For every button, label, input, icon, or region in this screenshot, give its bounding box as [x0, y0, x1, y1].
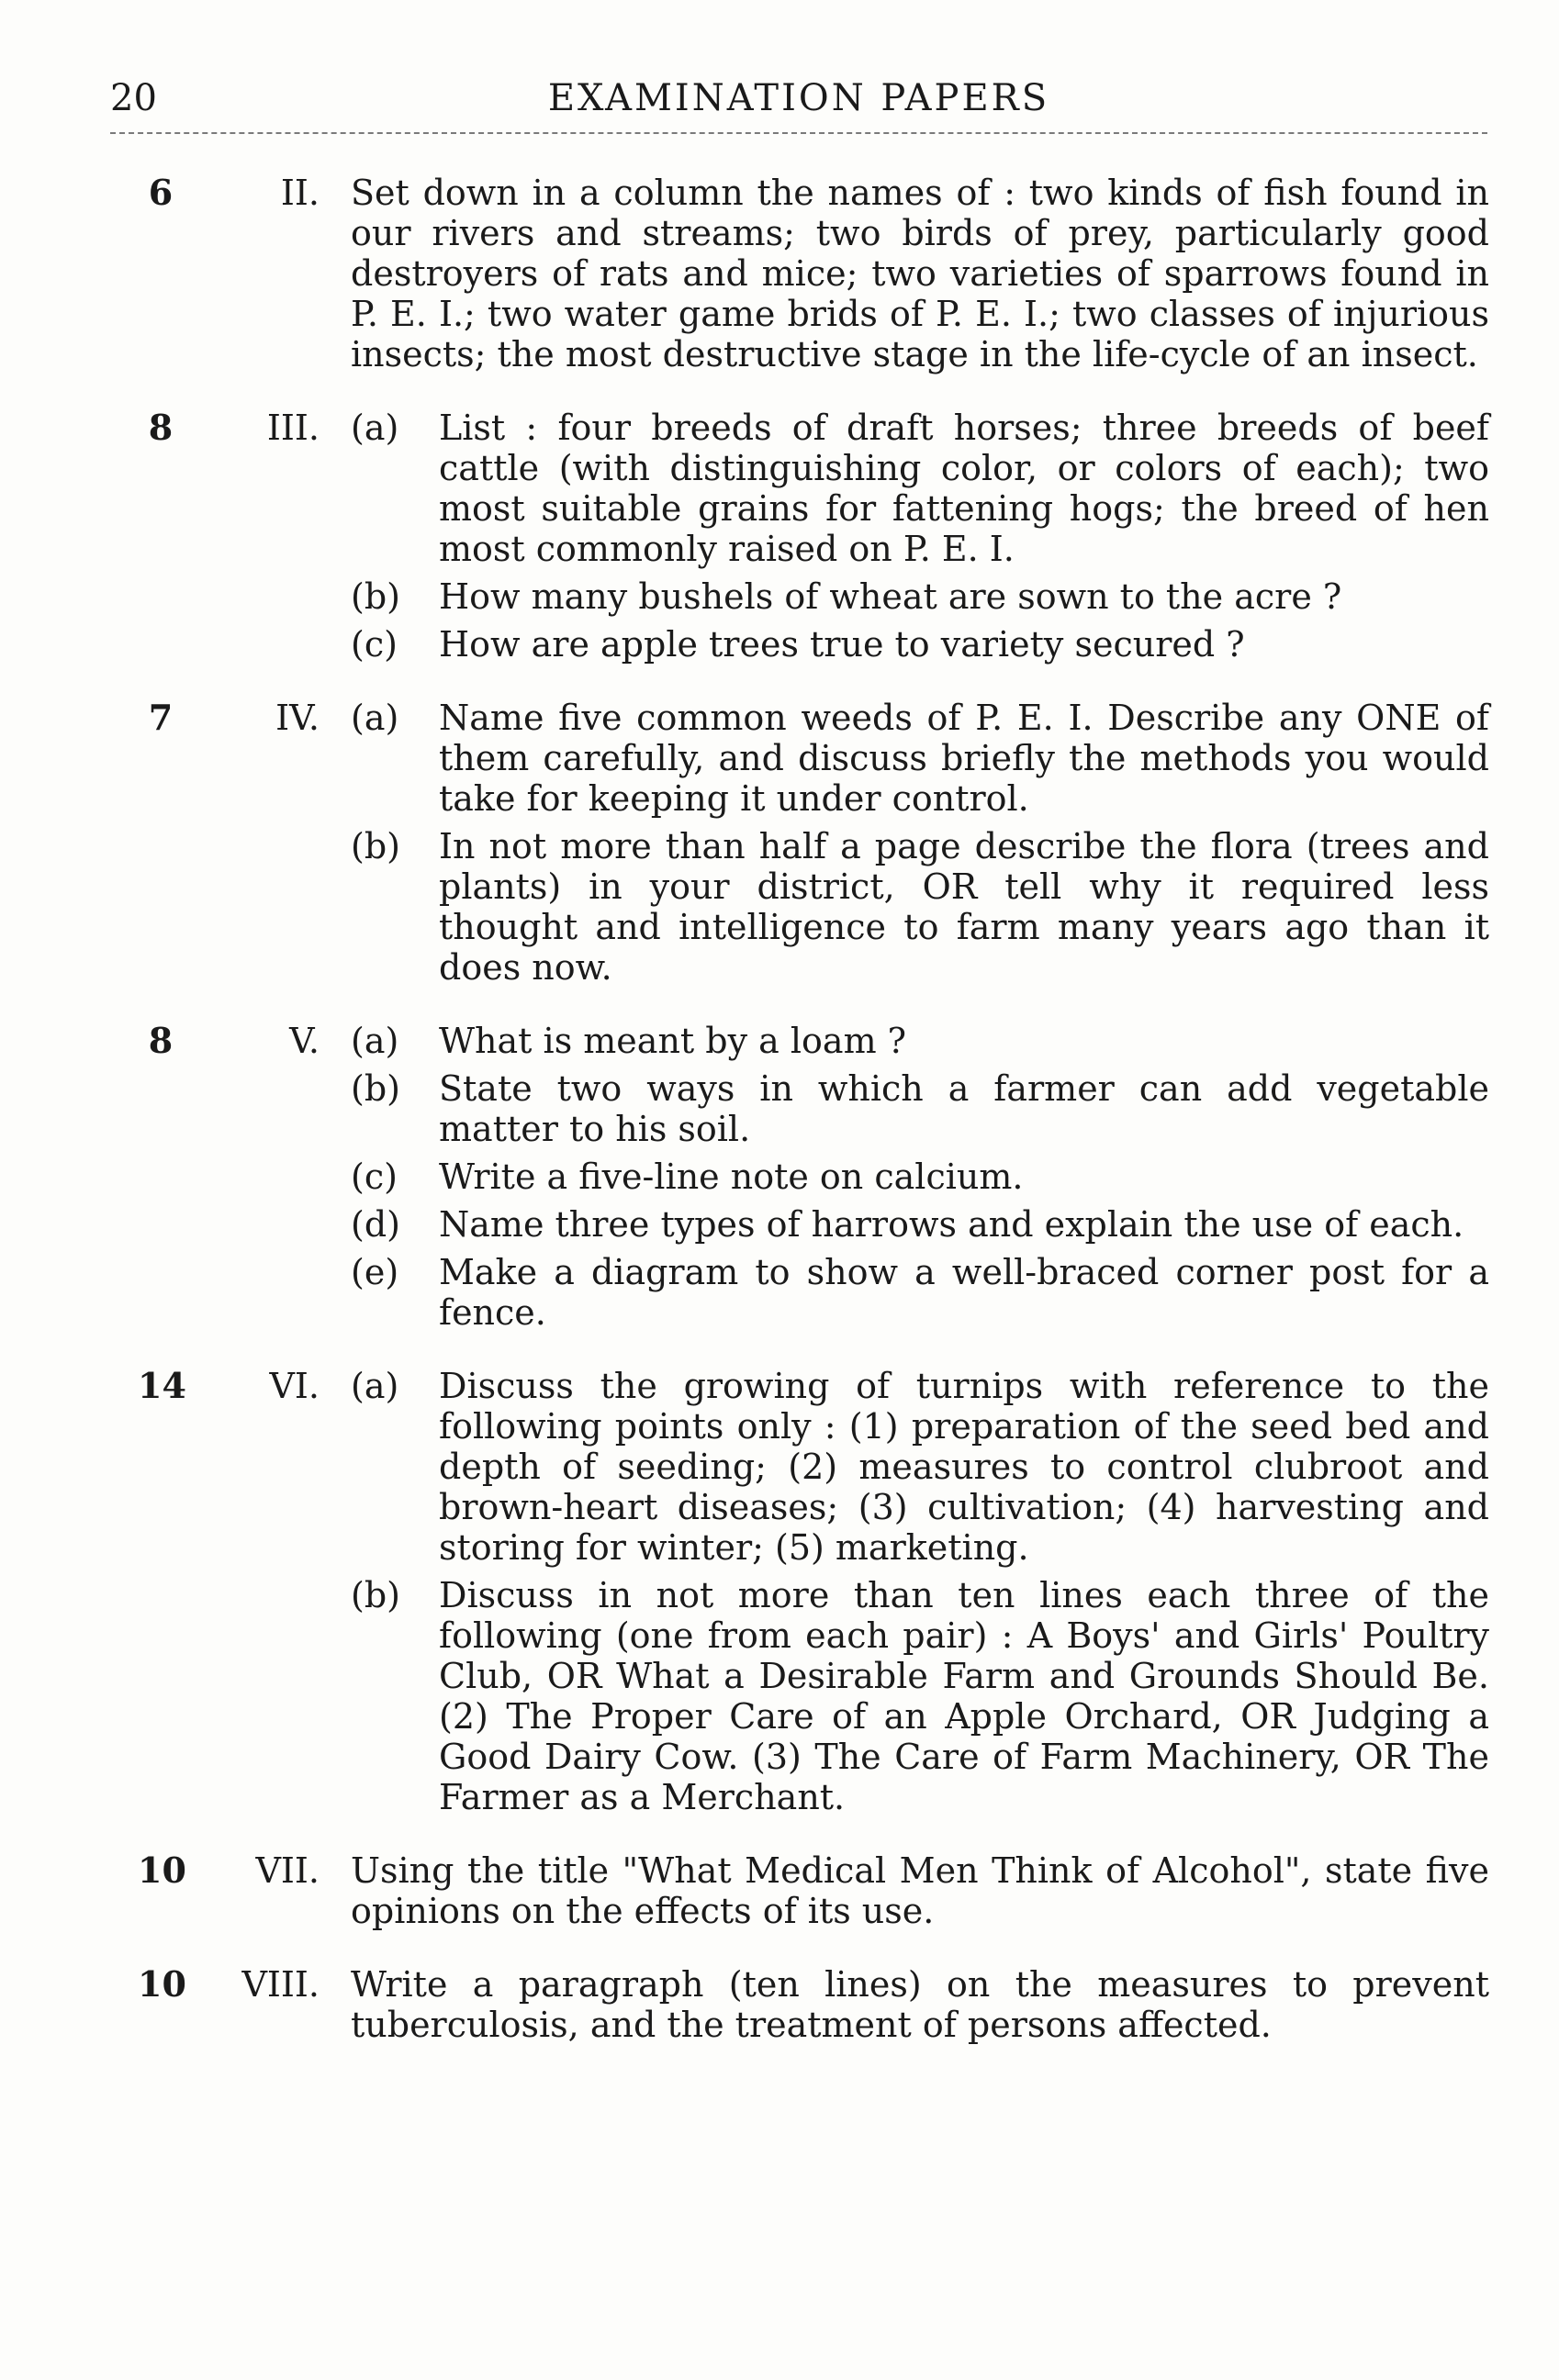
- question-v: [0, 1021, 1559, 1333]
- question-part: [351, 698, 1489, 819]
- question-part: [351, 576, 1489, 617]
- part-label: (a): [351, 1366, 399, 1406]
- part-label: (b): [351, 826, 400, 866]
- part-text: Discuss the growing of turnips with reference to the following points only : (1) preparation of the seed bed and depth of seeding; (2) measures to control clubroot and brown-heart diseases; (3) cultivation; (4) harvesting and storing for winter; (5) marketing.: [439, 1366, 1489, 1568]
- page-header: [110, 77, 1487, 132]
- part-label: (d): [351, 1204, 400, 1245]
- part-text: How many bushels of wheat are sown to the acre ?: [439, 576, 1342, 617]
- part-label: (b): [351, 1575, 400, 1615]
- part-label: (e): [351, 1252, 399, 1292]
- part-label: (c): [351, 1156, 398, 1197]
- question-number: II.: [280, 173, 320, 213]
- question-iii: [0, 408, 1559, 665]
- running-title: EXAMINATION PAPERS: [547, 77, 1050, 119]
- question-number: VIII.: [241, 1964, 320, 2005]
- question-marks: 14: [138, 1365, 186, 1406]
- question-part: [351, 826, 1489, 988]
- part-text: State two ways in which a farmer can add vegetable matter to his soil.: [439, 1068, 1489, 1149]
- question-marks: 10: [138, 1849, 186, 1891]
- question-number: IV.: [275, 698, 320, 738]
- question-marks: 8: [148, 1020, 174, 1061]
- part-label: (a): [351, 1021, 399, 1061]
- question-ii: [0, 173, 1559, 374]
- question-number: VI.: [269, 1366, 320, 1406]
- part-label: (b): [351, 1068, 400, 1109]
- question-part: [351, 1575, 1489, 1817]
- question-marks: 10: [138, 1963, 186, 2005]
- question-part: [351, 1021, 1489, 1061]
- question-marks: 7: [148, 697, 174, 738]
- part-label: (a): [351, 408, 399, 448]
- question-list: [0, 173, 1559, 2078]
- question-text: Write a paragraph (ten lines) on the measures to prevent tuberculosis, and the treatment of persons affected.: [351, 1964, 1489, 2045]
- question-text: Set down in a column the names of : two kinds of fish found in our rivers and streams; two birds of prey, particularly good destroyers of rats and mice; two varieties of sparrows found in P. E. I.; two water game brids of P. E. I.; two classes of injurious insects; the most destructive stage in the life-cycle of an insect.: [351, 173, 1489, 374]
- question-number: VII.: [255, 1850, 320, 1891]
- question-part: [351, 1204, 1489, 1245]
- question-number: V.: [289, 1021, 320, 1061]
- question-part: [351, 1252, 1489, 1333]
- part-text: Write a five-line note on calcium.: [439, 1156, 1024, 1197]
- question-vii: [0, 1850, 1559, 1931]
- part-text: Name three types of harrows and explain the use of each.: [439, 1204, 1464, 1245]
- question-number: III.: [266, 408, 320, 448]
- question-part: [351, 408, 1489, 569]
- question-iv: [0, 698, 1559, 988]
- question-part: [351, 1068, 1489, 1149]
- part-text: Name five common weeds of P. E. I. Describe any ONE of them carefully, and discuss briefly the methods you would take for keeping it under control.: [439, 698, 1489, 819]
- part-label: (c): [351, 624, 398, 665]
- question-vi: [0, 1366, 1559, 1817]
- question-marks: 6: [148, 172, 174, 213]
- part-text: In not more than half a page describe the flora (trees and plants) in your district, OR tell why it required less thought and intelligence to farm many years ago than it does now.: [439, 826, 1489, 988]
- question-viii: [0, 1964, 1559, 2045]
- part-text: List : four breeds of draft horses; three breeds of beef cattle (with distinguishing color, or colors of each); two most suitable grains for fattening hogs; the breed of hen most commonly raised on P. E. I.: [439, 408, 1489, 569]
- part-text: How are apple trees true to variety secured ?: [439, 624, 1245, 665]
- part-label: (b): [351, 576, 400, 617]
- question-text: Using the title "What Medical Men Think of Alcohol", state five opinions on the effects of its use.: [351, 1850, 1489, 1931]
- part-label: (a): [351, 698, 399, 738]
- part-text: What is meant by a loam ?: [439, 1021, 907, 1061]
- question-part: [351, 1156, 1489, 1197]
- question-part: [351, 624, 1489, 665]
- part-text: Make a diagram to show a well-braced corner post for a fence.: [439, 1252, 1489, 1333]
- part-text: Discuss in not more than ten lines each three of the following (one from each pair) : A Boys' and Girls' Poultry Club, OR What a Desirable Farm and Grounds Should Be. (2) The Proper Care of an Apple Orchard, OR Judging a Good Dairy Cow. (3) The Care of Farm Machinery, OR The Farmer as a Merchant.: [439, 1575, 1489, 1817]
- header-rule: [110, 132, 1487, 134]
- page-number: 20: [110, 77, 157, 119]
- question-part: [351, 1366, 1489, 1568]
- question-marks: 8: [148, 407, 174, 448]
